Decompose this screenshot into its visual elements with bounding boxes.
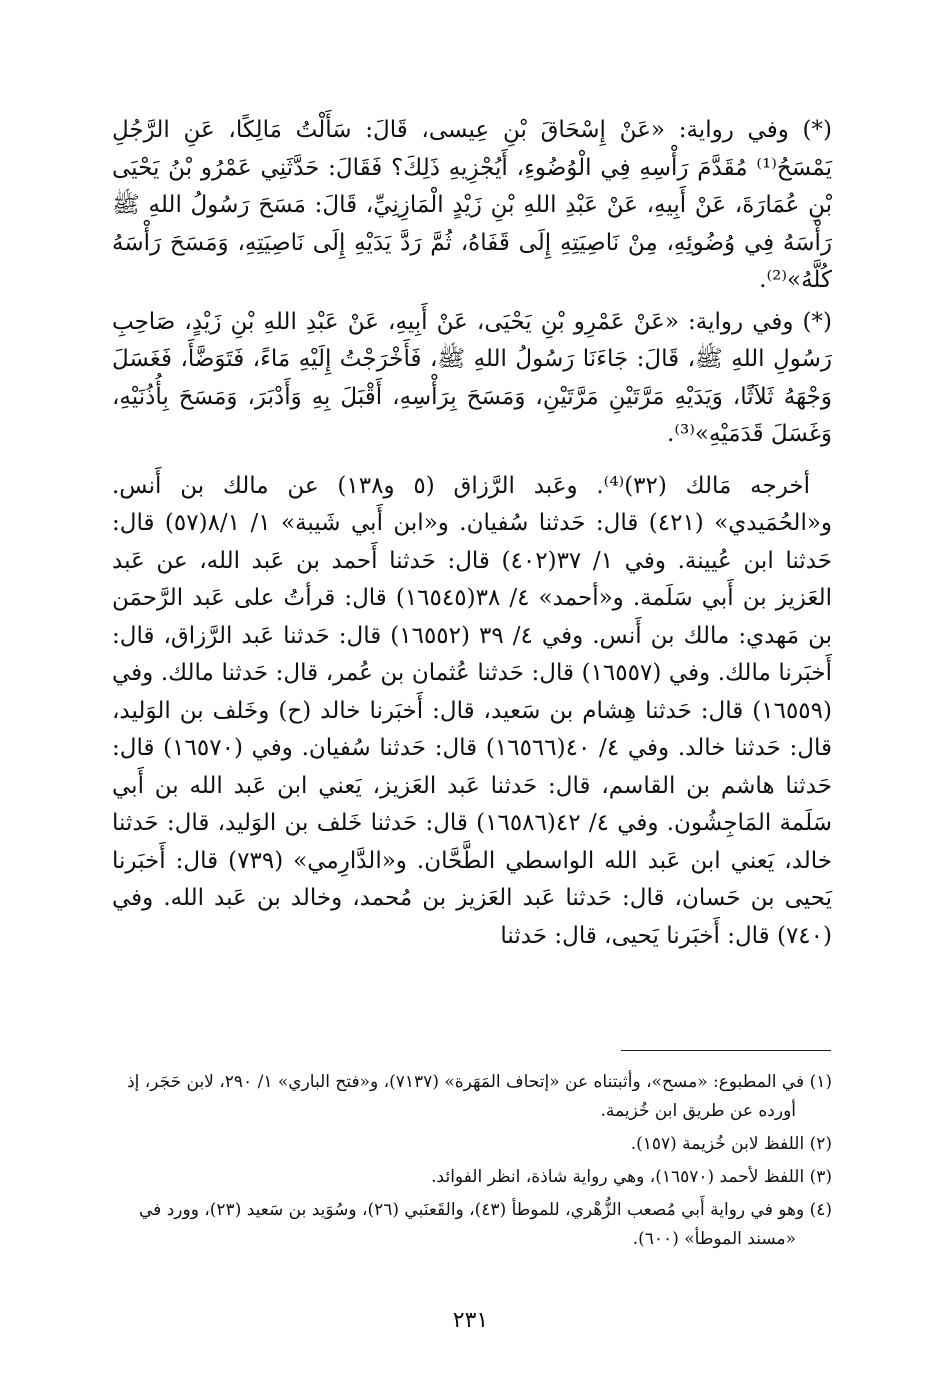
narration-paragraph-2: (*) وفي رواية: «عَنْ عَمْرِو بْنِ يَحْيَى، عَنْ أَبِيهِ، عَنْ عَبْدِ اللهِ بْنِ زَيْدٍ، صَاحِبِ رَسُولِ اللهِ ﷺ، قَالَ: جَاءَنَا رَسُولُ اللهِ ﷺ، فَأَخْرَجْتُ إِلَيْهِ مَاءً، فَتَوَضَّأَ، فَغَسَلَ وَجْهَهُ ثَلاَثًا، وَيَدَيْهِ مَرَّتَيْنِ مَرَّتَيْنِ، وَمَسَحَ بِرَأْسِهِ، أَقْبَلَ بِهِ وَأَدْبَرَ، وَمَسَحَ بِأُذُنَيْهِ، وَغَسَلَ قَدَمَيْهِ»⁽³⁾.	[112, 308, 832, 447]
narration-paragraph-1: (*) وفي رواية: «عَنْ إِسْحَاقَ بْنِ عِيسى، قَالَ: سَأَلْتُ مَالِكًا، عَنِ الرَّجُلِ يَمْسَحُ⁽¹⁾ مُقَدَّمَ رَأْسِهِ فِي الْوُضُوءِ، أَيُجْزِيهِ ذَلِكَ؟ فَقَالَ: حَدَّثَنِي عَمْرُو بْنُ يَحْيَى بْنِ عُمَارَةَ، عَنْ أَبِيهِ، عَنْ عَبْدِ اللهِ بْنِ زَيْدٍ الْمَازِنِيِّ، قَالَ: مَسَحَ رَسُولُ اللهِ ﷺ رَأْسَهُ فِي وُضُوئِهِ، مِنْ نَاصِيَتِهِ إِلَى قَفَاهُ، ثُمَّ رَدَّ يَدَيْهِ إِلَى نَاصِيَتِهِ، وَمَسَحَ رَأْسَهُ كُلَّهُ»⁽²⁾.	[112, 117, 832, 293]
footnote-1: (١) في المطبوع: «مسح»، وأثبتناه عن «إتحاف المَهَرة» (٧١٣٧)، و«فتح الباري» ١/ ٢٩٠، لابن حَجَر، إذ أورده عن طريق ابن خُزيمة.	[127, 1072, 832, 1121]
main-text	[112, 112, 832, 959]
footnote-2: (٢) اللفظ لابن خُزيمة (١٥٧).	[630, 1134, 832, 1154]
footnote-4: (٤) وهو في رواية أَبي مُصعب الزُّهْري، للموطأ (٤٣)، والقَعنَبي (٢٦)، وسُوَيد بن سَعيد (٢٣)، وورد في «مسند الموطأ» (٦٠٠).	[139, 1200, 832, 1249]
footnote-separator	[621, 1050, 831, 1051]
footnote-3: (٣) اللفظ لأحمد (١٦٥٧٠)، وهي رواية شاذة، انظر الفوائد.	[431, 1167, 832, 1187]
footnotes	[112, 1068, 832, 1258]
takhrij-paragraph: أخرجه مَالك (٣٢)⁽⁴⁾. وعَبد الرَّزاق (٥ و١٣٨) عن مالك بن أَنس. و«الحُمَيدي» (٤٢١) قال: حَدثنا سُفيان. و«ابن أَبي شَيبة» ١/ ٨/١(٥٧) قال: حَدثنا ابن عُيينة. وفي ١/ ٣٧(٤٠٢) قال: حَدثنا أَحمد بن عَبد الله، عن عَبد العَزيز بن أَبي سَلَمة. و«أحمد» ٤/ ٣٨(١٦٥٤٥) قال: قرأتُ على عَبد الرَّحمَن بن مَهدي: مالك بن أَنس. وفي ٤/ ٣٩ (١٦٥٥٢) قال: حَدثنا عَبد الرَّزاق، قال: أَخبَرنا مالك. وفي (١٦٥٥٧) قال: حَدثنا عُثمان بن عُمر، قال: حَدثنا مالك. وفي (١٦٥٥٩) قال: حَدثنا هِشام بن سَعيد، قال: أَخبَرنا خالد (ح) وخَلف بن الوَليد، قال: حَدثنا خالد. وفي ٤/ ٤٠(١٦٥٦٦) قال: حَدثنا سُفيان. وفي (١٦٥٧٠) قال: حَدثنا هاشم بن القاسم، قال: حَدثنا عَبد العَزيز، يَعني ابن عَبد الله بن أَبي سَلَمة المَاجِشُون. وفي ٤/ ٤٢(١٦٥٨٦) قال: حَدثنا خَلف بن الوَليد، قال: حَدثنا خالد، يَعني ابن عَبد الله الواسطي الطَّحَّان. و«الدَّارِمي» (٧٣٩) قال: أَخبَرنا يَحيى بن حَسان، قال: حَدثنا عَبد العَزيز بن مُحمد، وخالد بن عَبد الله. وفي (٧٤٠) قال: أَخبَرنا يَحيى، قال: حَدثنا	[112, 472, 833, 949]
page-number: ٢٣١	[452, 1308, 489, 1333]
